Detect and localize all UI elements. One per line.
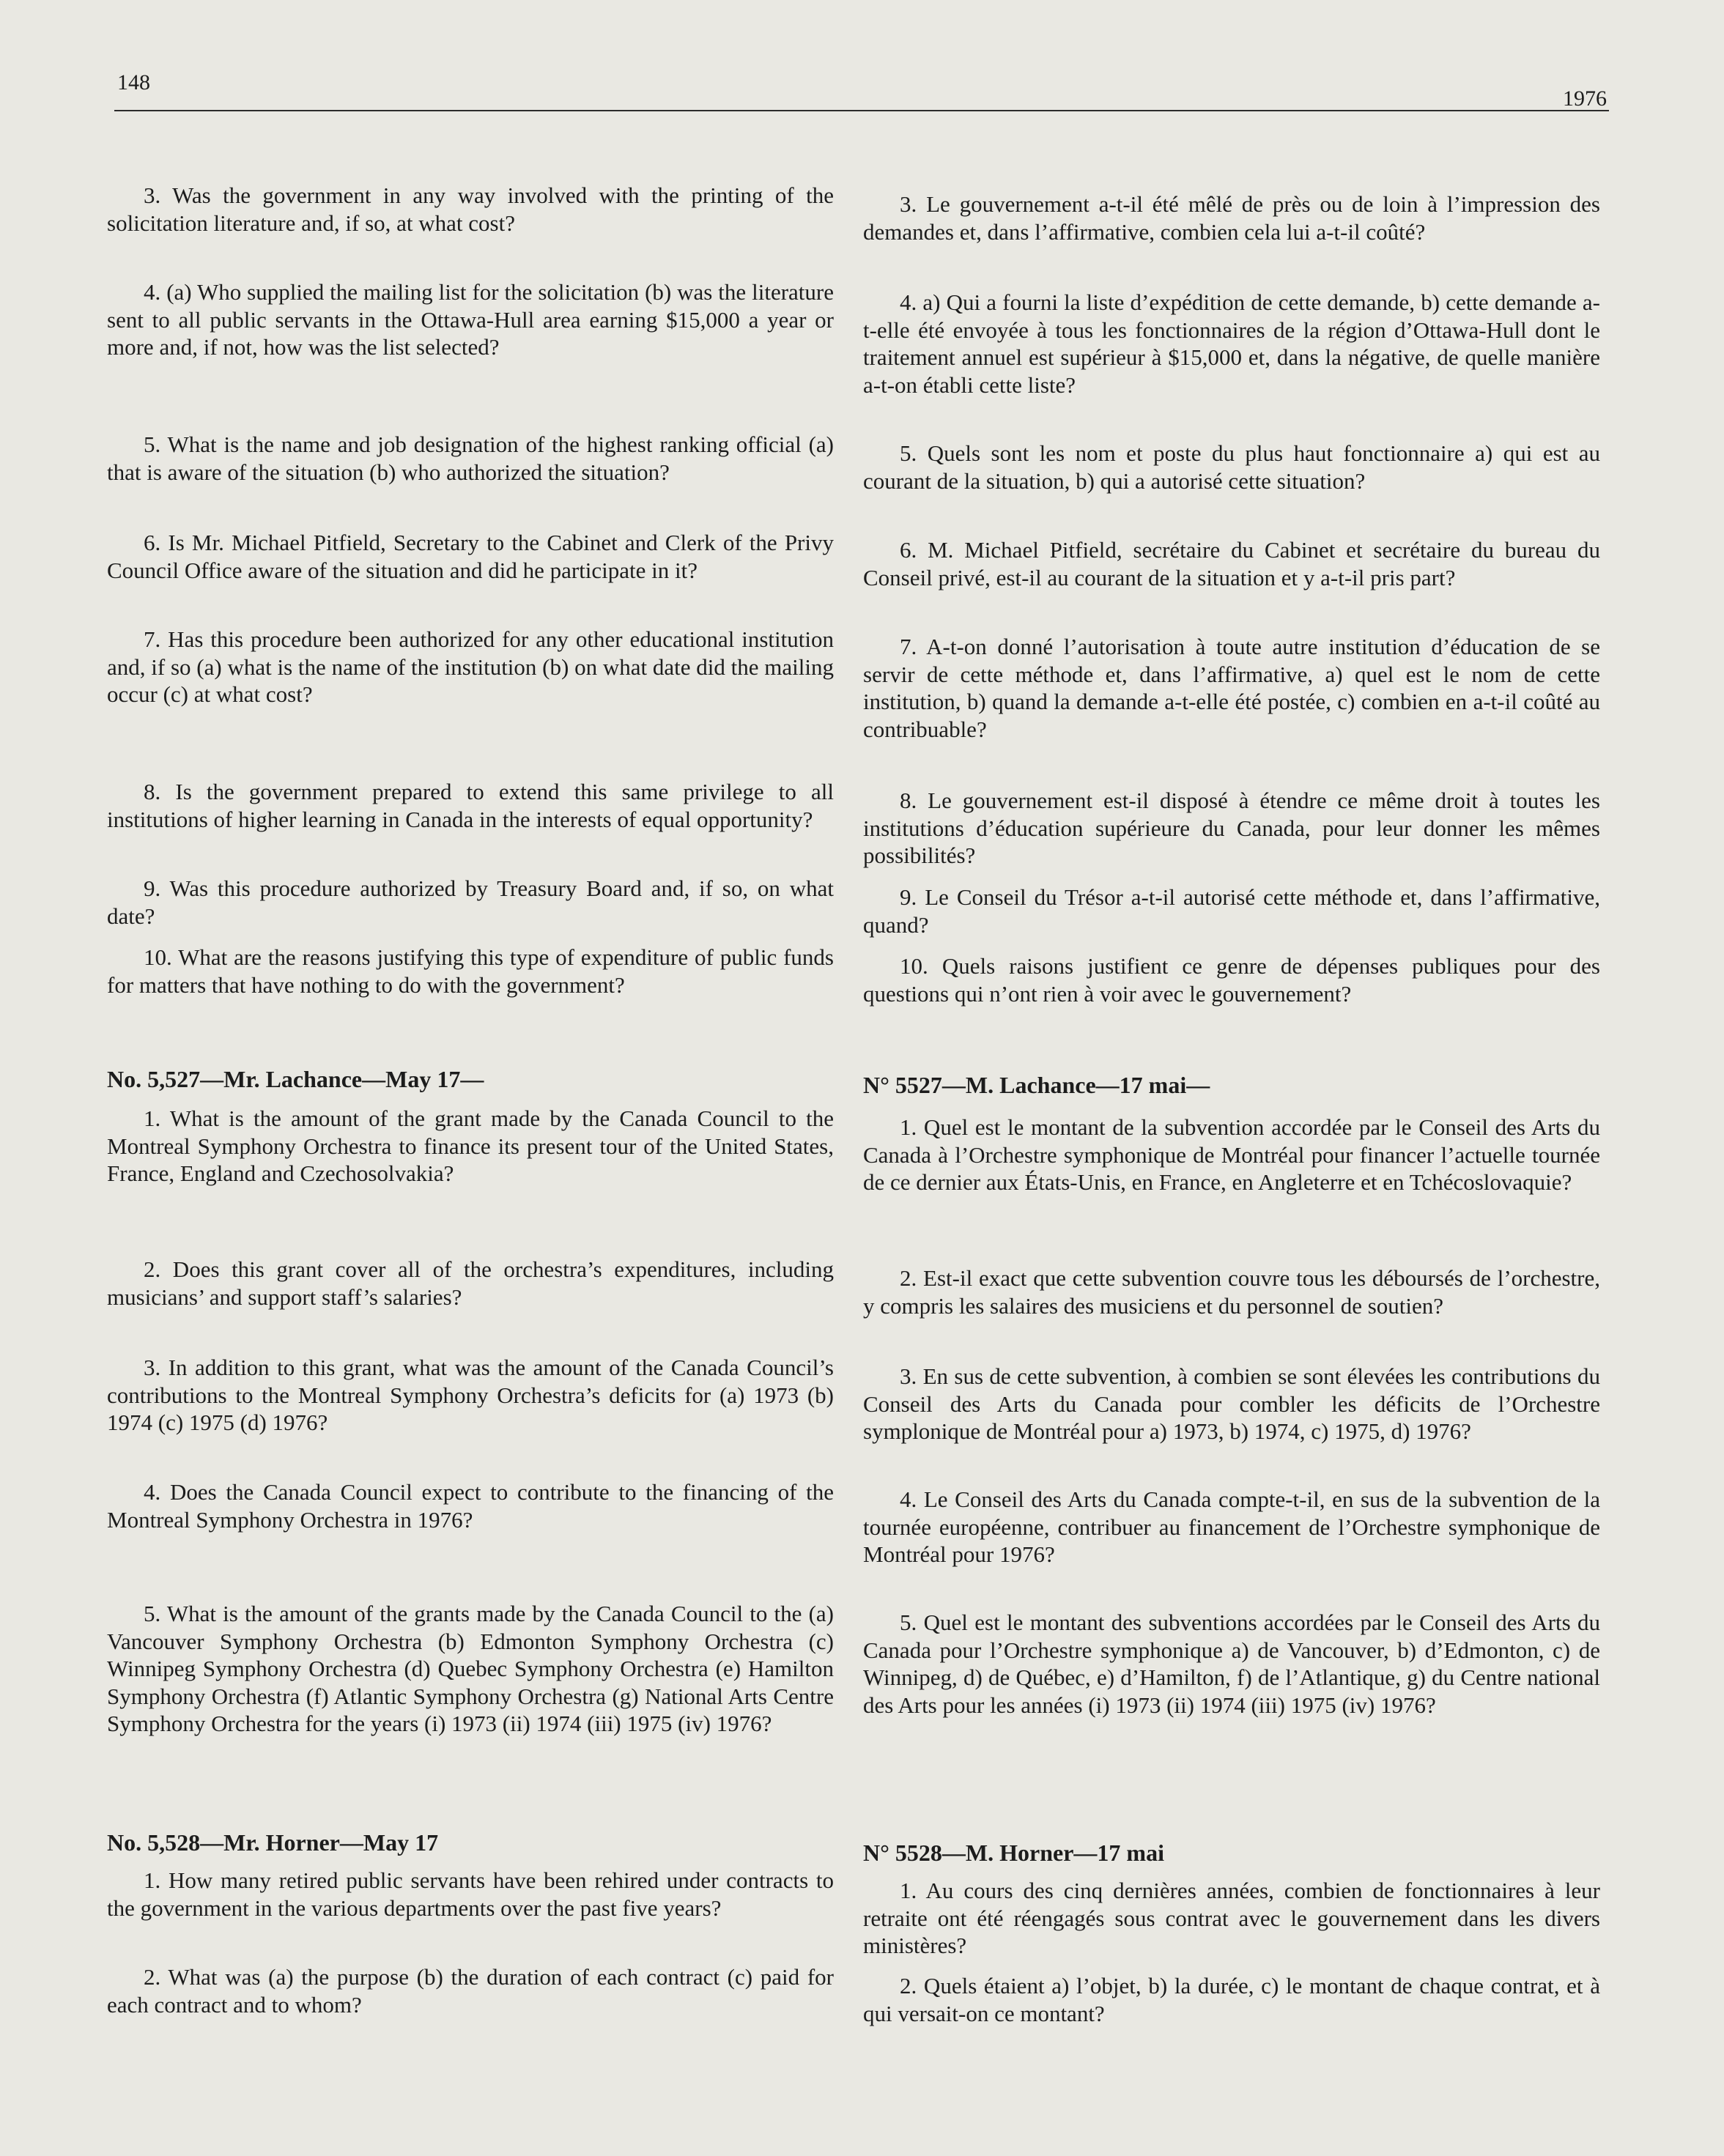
french-question-6: 6. M. Michael Pitfield, secrétaire du Cabinet et secrétaire du bureau du Conseil privé, est-il au courant de la situation et y a-t-il pris part? bbox=[863, 537, 1600, 590]
english-5527-question-2: 2. Does this grant cover all of the orchestra’s expenditures, including musicians’ and support staff’s salaries? bbox=[107, 1256, 834, 1310]
french-5527-question-4: 4. Le Conseil des Arts du Canada compte-t-il, en sus de la subvention de la tournée européenne, contribuer au financement de l’Orchestre symphonique de Montréal pour 1976? bbox=[863, 1486, 1600, 1567]
header-rule bbox=[114, 110, 1609, 111]
french-5527-question-5: 5. Quel est le montant des subventions accordées par le Conseil des Arts du Canada pour l’Orchestre symphonique a) de Vancouver, b) d’Edmonton, c) de Winnipeg, d) de Québec, e) d’Hamilton, f) de l’Atlantique, g) du Centre national des Arts pour les années (i) 1973 (ii) 1974 (iii) 1975 (iv) 1976? bbox=[863, 1609, 1600, 1718]
french-question-8: 8. Le gouvernement est-il disposé à étendre ce même droit à toutes les institutions d’éducation supérieure du Canada, pour leur donner les mêmes possibilités? bbox=[863, 788, 1600, 868]
english-5527-question-3: 3. In addition to this grant, what was the amount of the Canada Council’s contributions to the Montreal Symphony Orchestra’s deficits for (a) 1973 (b) 1974 (c) 1975 (d) 1976? bbox=[107, 1355, 834, 1435]
french-question-3: 3. Le gouvernement a-t-il été mêlé de près ou de loin à l’impression des demandes et, dans l’affirmative, combien cela lui a-t-il coûté? bbox=[863, 191, 1600, 245]
english-question-7: 7. Has this procedure been authorized for any other educational institution and, if so (a) what is the name of the institution (b) on what date did the mailing occur (c) at what cost? bbox=[107, 626, 834, 707]
english-question-5: 5. What is the name and job designation of the highest ranking official (a) that is aware of the situation (b) who authorized the situation? bbox=[107, 431, 834, 485]
english-5527-question-5: 5. What is the amount of the grants made by the Canada Council to the (a) Vancouver Symphony Orchestra (b) Edmonton Symphony Orchestra (c) Winnipeg Symphony Orchestra (d) Quebec Symphony Orchestra (e) Hamilton Symphony Orchestra (f) Atlantic Symphony Orchestra (g) National Arts Centre Symphony Orchestra for the years (i) 1973 (ii) 1974 (iii) 1975 (iv) 1976? bbox=[107, 1601, 834, 1736]
english-5528-question-1: 1. How many retired public servants have been rehired under contracts to the government in the various departments over the past five years? bbox=[107, 1867, 834, 1921]
english-5528-question-2: 2. What was (a) the purpose (b) the duration of each contract (c) paid for each contract and to whom? bbox=[107, 1964, 834, 2018]
english-question-4: 4. (a) Who supplied the mailing list for the solicitation (b) was the literature sent to all public servants in the Ottawa-Hull area earning $15,000 a year or more and, if not, how was the list selected? bbox=[107, 279, 834, 360]
english-question-9: 9. Was this procedure authorized by Treasury Board and, if so, on what date? bbox=[107, 875, 834, 929]
english-question-3: 3. Was the government in any way involved with the printing of the solicitation literature and, if so, at what cost? bbox=[107, 182, 834, 236]
english-question-6: 6. Is Mr. Michael Pitfield, Secretary to the Cabinet and Clerk of the Privy Council Office aware of the situation and did he participate in it? bbox=[107, 530, 834, 583]
english-heading-5528: No. 5,528—Mr. Horner—May 17 bbox=[107, 1829, 439, 1856]
french-5527-question-3: 3. En sus de cette subvention, à combien se sont élevées les contributions du Conseil des Arts du Canada pour combler les déficits de l’Orchestre symplonique de Montréal pour a) 1973, b) 1974, c) 1975, d) 1976? bbox=[863, 1363, 1600, 1444]
french-5528-question-2: 2. Quels étaient a) l’objet, b) la durée, c) le montant de chaque contrat, et à qui versait-on ce montant? bbox=[863, 1973, 1600, 2026]
french-heading-5528: N° 5528—M. Horner—17 mai bbox=[863, 1840, 1164, 1866]
french-question-10: 10. Quels raisons justifient ce genre de dépenses publiques pour des questions qui n’ont rien à voir avec le gouvernement? bbox=[863, 953, 1600, 1007]
french-5527-question-2: 2. Est-il exact que cette subvention couvre tous les déboursés de l’orchestre, y compris les salaires des musiciens et du personnel de soutien? bbox=[863, 1265, 1600, 1319]
french-question-4: 4. a) Qui a fourni la liste d’expédition de cette demande, b) cette demande a-t-elle été envoyée à tous les fonctionnaires de la région d’Ottawa-Hull dont le traitement annuel est supérieur à $15,000 et, dans la négative, de quelle manière a-t-on établi cette liste? bbox=[863, 289, 1600, 398]
french-question-9: 9. Le Conseil du Trésor a-t-il autorisé cette méthode et, dans l’affirmative, quand? bbox=[863, 884, 1600, 938]
english-heading-5527: No. 5,527—Mr. Lachance—May 17— bbox=[107, 1066, 484, 1092]
english-5527-question-1: 1. What is the amount of the grant made by the Canada Council to the Montreal Symphony Orchestra to finance its present tour of the United States, France, England and Czechosolvakia? bbox=[107, 1105, 834, 1186]
english-question-8: 8. Is the government prepared to extend this same privilege to all institutions of higher learning in Canada in the interests of equal opportunity? bbox=[107, 779, 834, 832]
english-5527-question-4: 4. Does the Canada Council expect to contribute to the financing of the Montreal Symphony Orchestra in 1976? bbox=[107, 1479, 834, 1533]
page-number: 148 bbox=[117, 70, 150, 95]
french-question-5: 5. Quels sont les nom et poste du plus haut fonctionnaire a) qui est au courant de la situation, b) qui a autorisé cette situation? bbox=[863, 440, 1600, 494]
french-heading-5527: N° 5527—M. Lachance—17 mai— bbox=[863, 1072, 1210, 1098]
french-5527-question-1: 1. Quel est le montant de la subvention accordée par le Conseil des Arts du Canada à l’Orchestre symphonique de Montréal pour financer l’actuelle tournée de ce dernier aux États-Unis, en France, en Angleterre et en Tchécoslovaquie? bbox=[863, 1114, 1600, 1195]
english-question-10: 10. What are the reasons justifying this type of expenditure of public funds for matters that have nothing to do with the government? bbox=[107, 944, 834, 998]
french-5528-question-1: 1. Au cours des cinq dernières années, combien de fonctionnaires à leur retraite ont été réengagés sous contrat avec le gouvernement dans les divers ministères? bbox=[863, 1878, 1600, 1958]
page-year: 1976 bbox=[1563, 86, 1607, 111]
french-question-7: 7. A-t-on donné l’autorisation à toute autre institution d’éducation de se servir de cette méthode et, dans l’affirmative, a) quel est le nom de cette institution, b) quand la demande a-t-elle été postée, c) combien en a-t-il coûté au contribuable? bbox=[863, 634, 1600, 742]
